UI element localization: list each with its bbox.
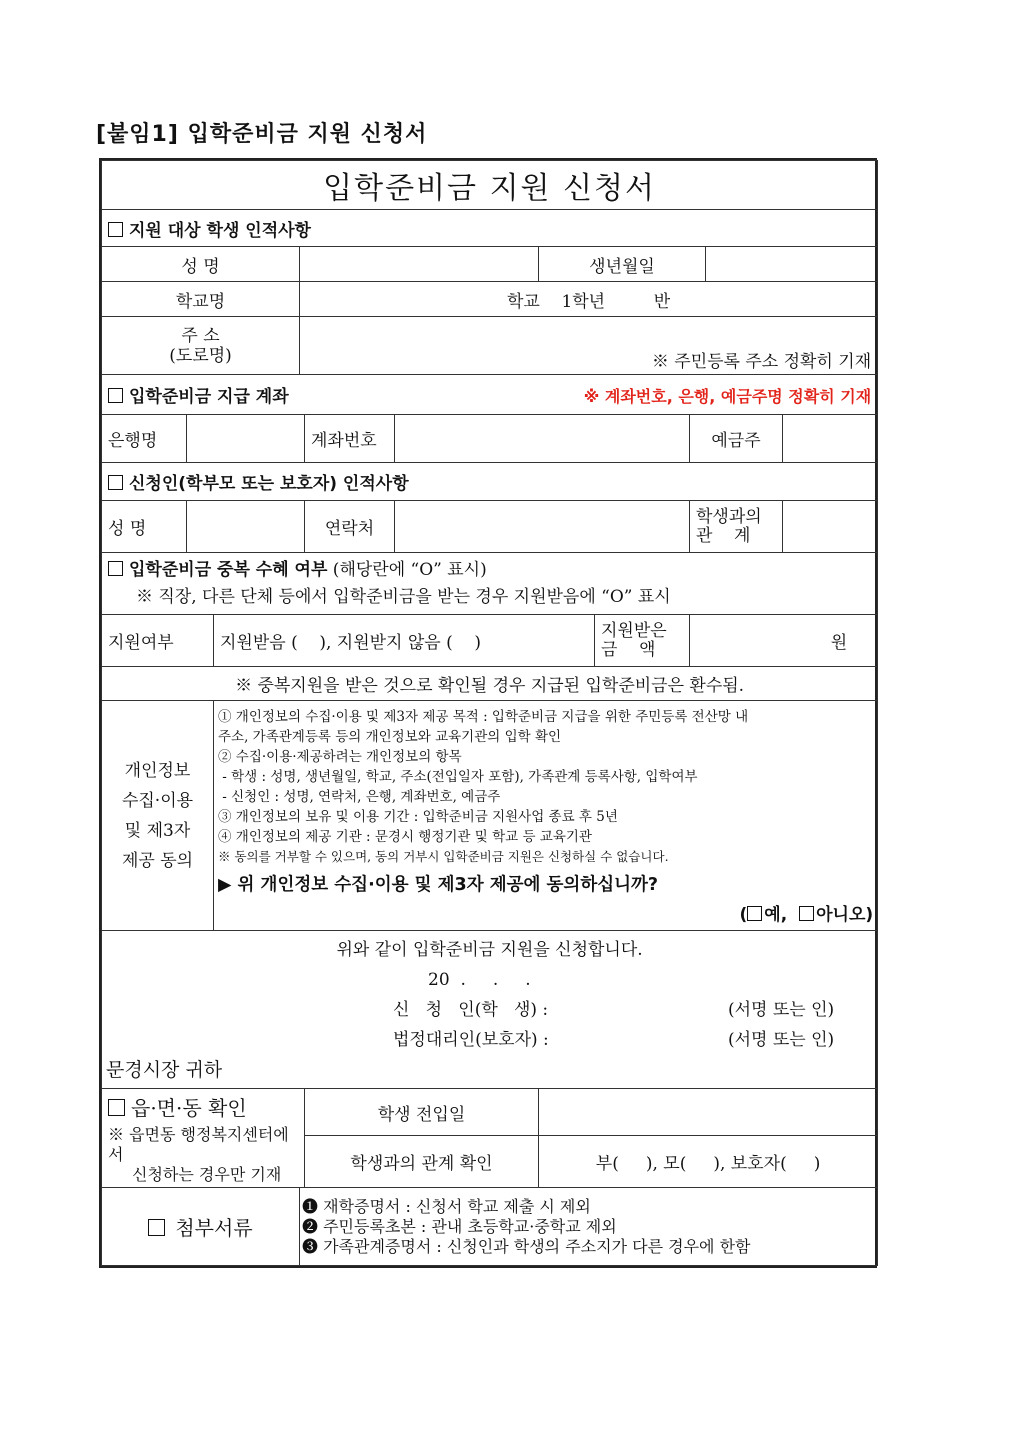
relation-label-2: 관 계 (696, 525, 751, 546)
application-form (99, 158, 877, 1268)
amount-label-1: 지원받은 (601, 620, 667, 641)
agree-yes-label: 예, (764, 904, 788, 925)
support-field[interactable]: 지원받음 ( ), 지원받지 않음 ( ) (214, 615, 595, 667)
privacy-label (102, 701, 214, 931)
amount-label-2: 금 액 (601, 639, 656, 660)
guardian-sign-label: 법정대리인(보호자) : (393, 1030, 549, 1050)
applicant-name-label: 성 명 (102, 501, 187, 553)
verification-note-1: ※ 읍면동 행정복지센터에서 (108, 1125, 289, 1164)
transfer-date-label: 학생 전입일 (305, 1089, 539, 1136)
privacy-line: ③ 개인정보의 보유 및 이용 기간 : 입학준비금 지원사업 종료 후 5년 (218, 808, 618, 825)
holder-label: 예금주 (690, 415, 783, 463)
privacy-line: ※ 동의를 거부할 수 있으며, 동의 거부시 입학준비금 지원은 신청하실 수 없습니다. (218, 848, 669, 864)
attachments-list (300, 1188, 878, 1266)
attachments-label (102, 1188, 300, 1266)
form-title: 입학준비금 지원 신청서 (102, 161, 878, 210)
verification-block (102, 1089, 305, 1188)
checkbox-icon (108, 475, 123, 490)
attachments-title: 첨부서류 (175, 1216, 253, 1240)
privacy-line: ① 개인정보의 수집·이용 및 제3자 제공 목적 : 입학준비금 지급을 위한 주민등록 전산망 내 (218, 708, 749, 725)
checkbox-icon (108, 388, 123, 403)
privacy-label-4: 제공 동의 (121, 850, 194, 871)
student-name-label: 성 명 (102, 247, 300, 282)
section-duplicate (102, 553, 878, 615)
attachment-item: ❶ 재학증명서 : 신청서 학교 제출 시 제외 (302, 1196, 591, 1216)
section-duplicate-suffix: (해당란에 “O” 표시) (327, 559, 487, 580)
support-label: 지원여부 (102, 615, 214, 667)
privacy-label-2: 수집·이용 (121, 790, 194, 811)
duplicate-warning: ※ 중복지원을 받은 것으로 확인될 경우 지급된 입학준비금은 환수됨. (102, 667, 878, 701)
privacy-content (214, 701, 878, 931)
form-table (101, 160, 878, 1266)
section-account (102, 375, 878, 415)
transfer-date-field[interactable] (539, 1089, 878, 1136)
privacy-question: ▶ 위 개인정보 수집·이용 및 제3자 제공에 동의하십니까? (218, 874, 659, 895)
applicant-relation-label (690, 501, 783, 553)
applicant-sign-field[interactable]: (서명 또는 인) (728, 1000, 835, 1020)
student-name-field[interactable] (300, 247, 539, 282)
duplicate-note: ※ 직장, 다른 단체 등에서 입학준비금을 받는 경우 지원받음에 “O” 표시 (136, 586, 671, 607)
agree-no-checkbox[interactable] (799, 906, 814, 921)
attachment-item: ❸ 가족관계증명서 : 신청인과 학생의 주소지가 다른 경우에 한함 (302, 1236, 751, 1256)
applicant-relation-field[interactable] (783, 501, 878, 553)
verification-note-2: 신청하는 경우만 기재 (132, 1165, 282, 1184)
privacy-line: - 신청인 : 성명, 연락처, 은행, 계좌번호, 예금주 (218, 788, 501, 805)
section-student-title: 지원 대상 학생 인적사항 (129, 220, 311, 241)
declaration-statement: 위와 같이 입학준비금 지원을 신청합니다. (336, 940, 643, 960)
relation-check-field[interactable]: 부( ), 모( ), 보호자( ) (539, 1136, 878, 1188)
attachment-item: ❷ 주민등록초본 : 관내 초등학교·중학교 제외 (302, 1216, 617, 1236)
address-label-main: 주 소 (181, 325, 220, 346)
address-field[interactable] (300, 317, 878, 375)
account-label: 계좌번호 (305, 415, 395, 463)
section-duplicate-title: 입학준비금 중복 수혜 여부 (129, 559, 328, 580)
privacy-answer: ( 예, 아니오) (739, 904, 874, 925)
applicant-sign-label: 신 청 인(학 생) : (393, 1000, 549, 1020)
applicant-name-field[interactable] (187, 501, 305, 553)
section-applicant (102, 463, 878, 501)
account-note: ※ 계좌번호, 은행, 예금주명 정확히 기재 (583, 387, 872, 406)
bank-field[interactable] (187, 415, 305, 463)
agree-no-label: 아니오) (816, 904, 874, 925)
guardian-sign-field[interactable]: (서명 또는 인) (728, 1030, 835, 1050)
privacy-line: ② 수집·이용·제공하려는 개인정보의 항목 (218, 748, 462, 765)
agree-yes-checkbox[interactable] (747, 906, 762, 921)
declaration-date[interactable]: 20 . . . (428, 970, 531, 990)
relation-label-1: 학생과의 (696, 506, 762, 527)
section-account-title: 입학준비금 지급 계좌 (129, 387, 289, 407)
privacy-line: 주소, 가족관계등록 등의 개인정보와 교육기관의 입학 확인 (218, 728, 562, 745)
verification-title: 읍·면·동 확인 (131, 1096, 247, 1120)
school-name-label: 학교명 (102, 282, 300, 317)
holder-field[interactable] (783, 415, 878, 463)
section-student-info (102, 210, 878, 247)
student-birth-label: 생년월일 (539, 247, 706, 282)
student-birth-field[interactable] (706, 247, 878, 282)
checkbox-icon (108, 222, 123, 237)
declaration-block (102, 931, 878, 1089)
document-heading: [붙임1] 입학준비금 지원 신청서 (96, 122, 428, 147)
checkbox-icon (148, 1219, 165, 1236)
checkbox-icon (108, 1099, 125, 1116)
addressee: 문경시장 귀하 (106, 1059, 223, 1081)
address-label-sub: (도로명) (169, 345, 232, 366)
checkbox-icon (108, 561, 123, 576)
address-note: ※ 주민등록 주소 정확히 기재 (651, 352, 872, 372)
privacy-line: - 학생 : 성명, 생년월일, 학교, 주소(전입일자 포함), 가족관계 등록사항, 입학여부 (218, 768, 698, 785)
account-field[interactable] (395, 415, 690, 463)
privacy-label-1: 개인정보 (124, 760, 191, 781)
privacy-label-3: 및 제3자 (124, 820, 191, 841)
amount-field[interactable] (690, 615, 878, 667)
applicant-contact-field[interactable] (395, 501, 690, 553)
school-name-field[interactable]: 학교 1학년 반 (300, 282, 878, 317)
amount-label (595, 615, 690, 667)
privacy-line: ④ 개인정보의 제공 기관 : 문경시 행정기관 및 학교 등 교육기관 (218, 828, 592, 845)
bank-label: 은행명 (102, 415, 187, 463)
relation-check-label: 학생과의 관계 확인 (305, 1136, 539, 1188)
address-label (102, 317, 300, 375)
section-applicant-title: 신청인(학부모 또는 보호자) 인적사항 (129, 474, 409, 494)
amount-unit: 원 (830, 633, 848, 653)
applicant-contact-label: 연락처 (305, 501, 395, 553)
